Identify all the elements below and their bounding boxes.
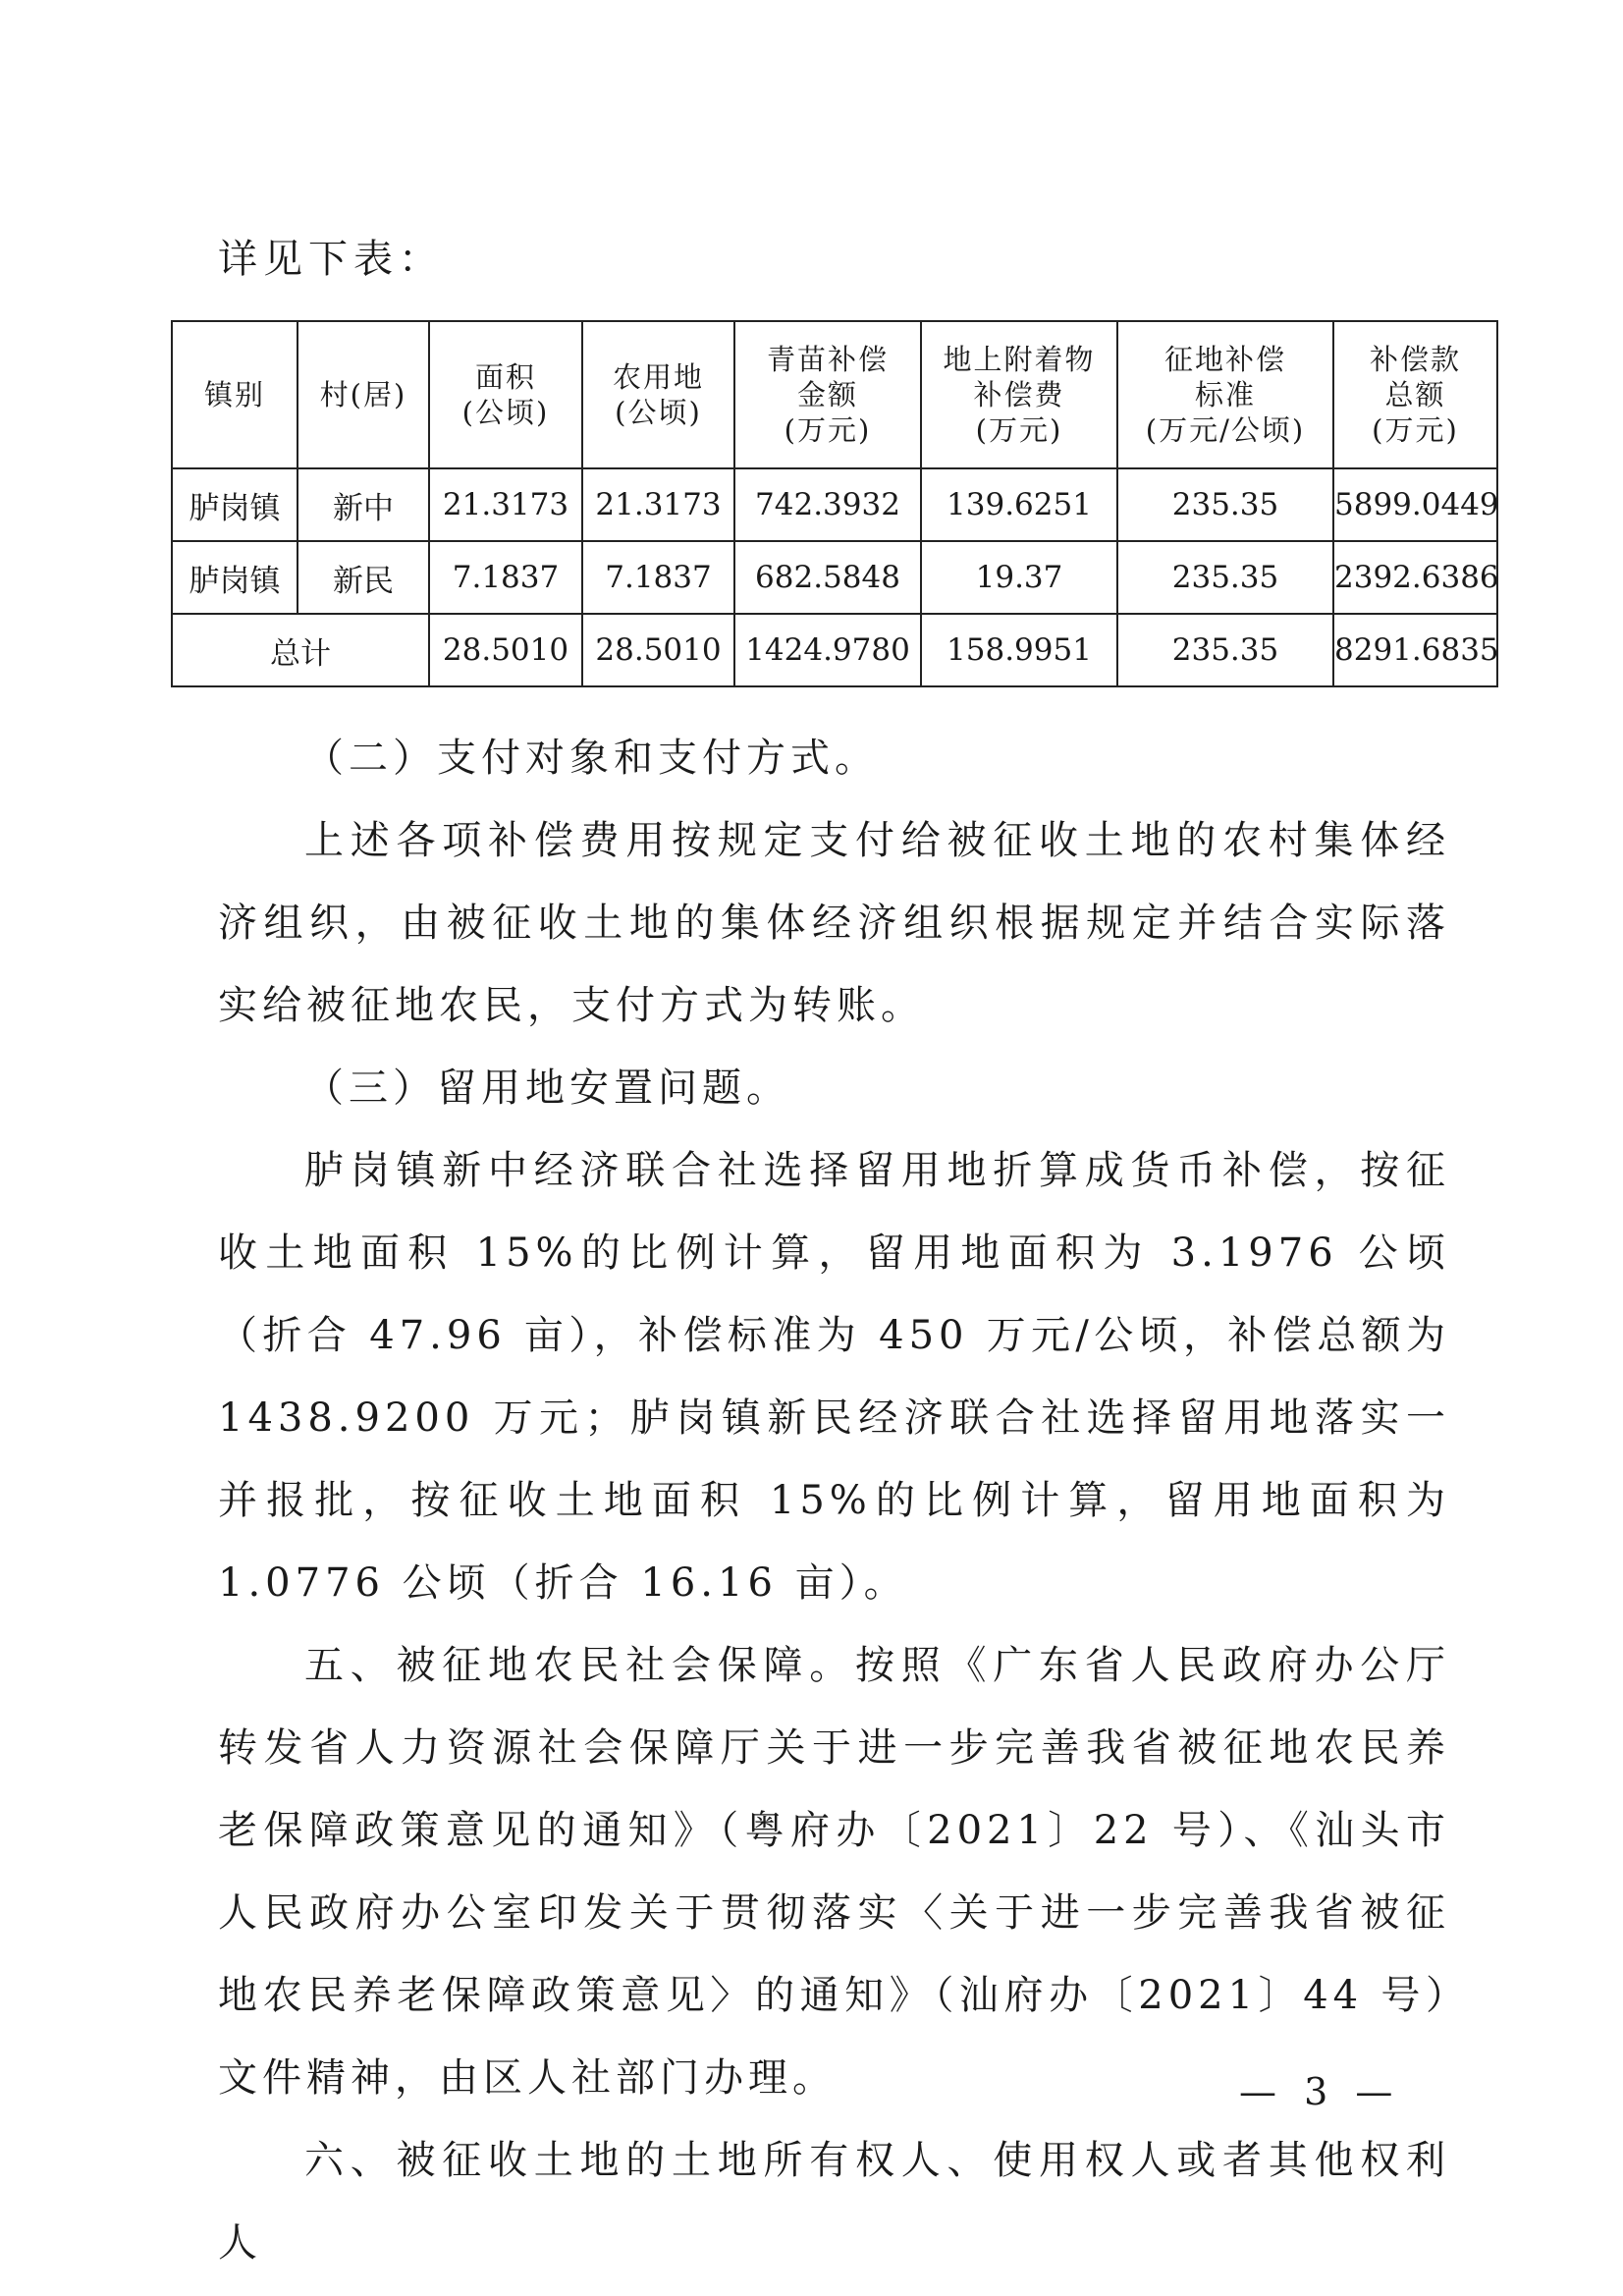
header-farmland: 农用地 (公顷) bbox=[582, 321, 734, 468]
cell-crops: 1424.9780 bbox=[734, 614, 921, 686]
paragraph-rights-holders: 六、被征收土地的土地所有权人、使用权人或者其他权利人 bbox=[218, 2138, 1450, 2266]
header-village: 村(居) bbox=[298, 321, 429, 468]
intro-text: 详见下表： bbox=[218, 237, 444, 282]
cell-total: 8291.6835 bbox=[1333, 614, 1497, 686]
cell-standard: 235.35 bbox=[1117, 468, 1333, 541]
cell-farmland: 28.5010 bbox=[582, 614, 734, 686]
header-attachments: 地上附着物 补偿费 (万元) bbox=[921, 321, 1117, 468]
cell-village: 新中 bbox=[298, 468, 429, 541]
cell-farmland: 21.3173 bbox=[582, 468, 734, 541]
header-standard: 征地补偿 标准 (万元/公顷) bbox=[1117, 321, 1333, 468]
cell-village: 新民 bbox=[298, 541, 429, 614]
header-crops: 青苗补偿 金额 (万元) bbox=[734, 321, 921, 468]
compensation-table bbox=[171, 320, 1498, 687]
paragraph-social-security: 五、被征地农民社会保障。按照《广东省人民政府办公厅转发省人力资源社会保障厅关于进一步完善我省被征地农民养老保障政策意见的通知》（粤府办〔2021〕22 号）、《汕头市人民政府办公室印发关于贯彻落实〈关于进一步完善我省被征地农民养老保障政策意见〉的通知》（汕府办〔2021〕44 号）文件精神，由区人社部门办理。 bbox=[218, 1643, 1450, 2101]
cell-farmland: 7.1837 bbox=[582, 541, 734, 614]
page-number: — 3 — bbox=[1239, 2070, 1401, 2113]
header-area: 面积 (公顷) bbox=[429, 321, 582, 468]
table-row bbox=[172, 541, 1497, 614]
paragraph-payment: 上述各项补偿费用按规定支付给被征收土地的农村集体经济组织，由被征收土地的集体经济组织根据规定并结合实际落实给被征地农民，支付方式为转账。 bbox=[218, 818, 1450, 1028]
cell-total: 2392.6386 bbox=[1333, 541, 1497, 614]
cell-total: 5899.0449 bbox=[1333, 468, 1497, 541]
cell-standard: 235.35 bbox=[1117, 614, 1333, 686]
cell-crops: 682.5848 bbox=[734, 541, 921, 614]
cell-town: 胪岗镇 bbox=[172, 468, 298, 541]
cell-town: 胪岗镇 bbox=[172, 541, 298, 614]
cell-area: 21.3173 bbox=[429, 468, 582, 541]
cell-total-label: 总计 bbox=[172, 614, 429, 686]
cell-crops: 742.3932 bbox=[734, 468, 921, 541]
table-row bbox=[172, 468, 1497, 541]
table-header-row bbox=[172, 321, 1497, 468]
cell-standard: 235.35 bbox=[1117, 541, 1333, 614]
cell-area: 28.5010 bbox=[429, 614, 582, 686]
body-text bbox=[218, 717, 1450, 2284]
heading-payment: （二）支付对象和支付方式。 bbox=[304, 736, 879, 781]
header-total: 补偿款 总额 (万元) bbox=[1333, 321, 1497, 468]
heading-reserved-land: （三）留用地安置问题。 bbox=[304, 1066, 790, 1111]
header-town: 镇别 bbox=[172, 321, 298, 468]
paragraph-reserved-land: 胪岗镇新中经济联合社选择留用地折算成货币补偿，按征收土地面积 15%的比例计算，留用地面积为 3.1976 公顷（折合 47.96 亩），补偿标准为 450 万元/公顷，补偿总额为 1438.9200 万元；胪岗镇新民经济联合社选择留用地落实一并报批，按征收土地面积 15%的比例计算，留用地面积为 1.0776 公顷（折合 16.16 亩）。 bbox=[218, 1148, 1450, 1606]
table-total-row bbox=[172, 614, 1497, 686]
cell-attachments: 158.9951 bbox=[921, 614, 1117, 686]
cell-area: 7.1837 bbox=[429, 541, 582, 614]
cell-attachments: 139.6251 bbox=[921, 468, 1117, 541]
cell-attachments: 19.37 bbox=[921, 541, 1117, 614]
